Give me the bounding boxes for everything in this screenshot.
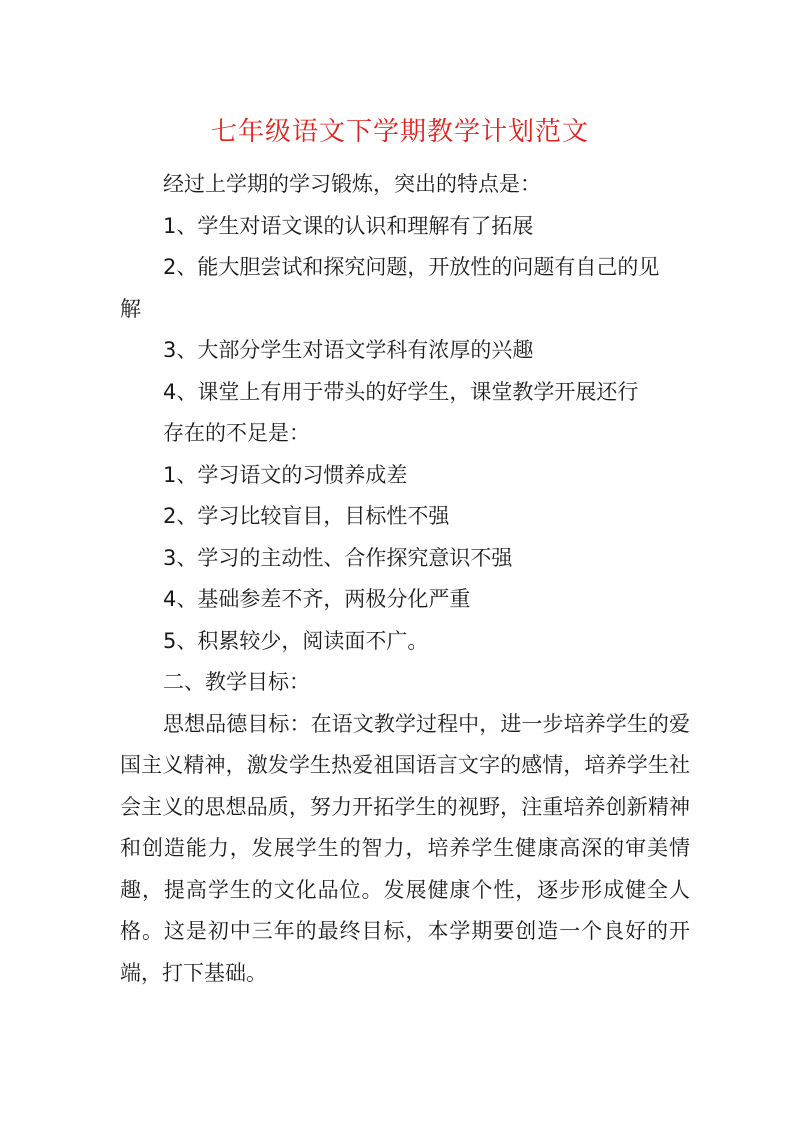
document-body bbox=[120, 164, 690, 994]
weakness-item: 3、学习的主动性、合作探究意识不强 bbox=[163, 545, 513, 570]
strengths-intro: 经过上学期的学习锻炼，突出的特点是： bbox=[163, 172, 541, 196]
strength-item: 3、大部分学生对语文学科有浓厚的兴趣 bbox=[163, 338, 534, 362]
strength-item: 1、学生对语文课的认识和理解有了拓展 bbox=[163, 213, 534, 238]
weakness-item: 1、学习语文的习惯养成差 bbox=[163, 462, 408, 487]
section-heading: 二、教学目标： bbox=[163, 670, 310, 694]
weakness-item: 4、基础参差不齐，两极分化严重 bbox=[163, 587, 471, 611]
strength-item-continuation: 解 bbox=[120, 296, 141, 321]
weakness-item: 5、积累较少，阅读面不广。 bbox=[163, 628, 429, 653]
weaknesses-intro: 存在的不足是： bbox=[163, 421, 310, 445]
document-title: 七年级语文下学期教学计划范文 bbox=[210, 117, 589, 147]
strength-item: 4、课堂上有用于带头的好学生，课堂教学开展还行 bbox=[163, 379, 639, 404]
strength-item: 2、能大胆尝试和探究问题，开放性的问题有自己的见 bbox=[163, 255, 660, 279]
weakness-item: 2、学习比较盲目，目标性不强 bbox=[163, 504, 450, 528]
goal-paragraph: 思想品德目标：在语文教学过程中，进一步培养学生的爱国主义精神，激发学生热爱祖国语言文字的感情，培养学生社会主义的思想品质，努力开拓学生的视野，注重培养创新精神和创造能力，发展学生的智力，培养学生健康高深的审美情趣，提高学生的文化品位。发展健康个性，逐步形成健全人格。这是初中三年的最终目标，本学期要创造一个良好的开端，打下基础。 bbox=[120, 711, 690, 985]
